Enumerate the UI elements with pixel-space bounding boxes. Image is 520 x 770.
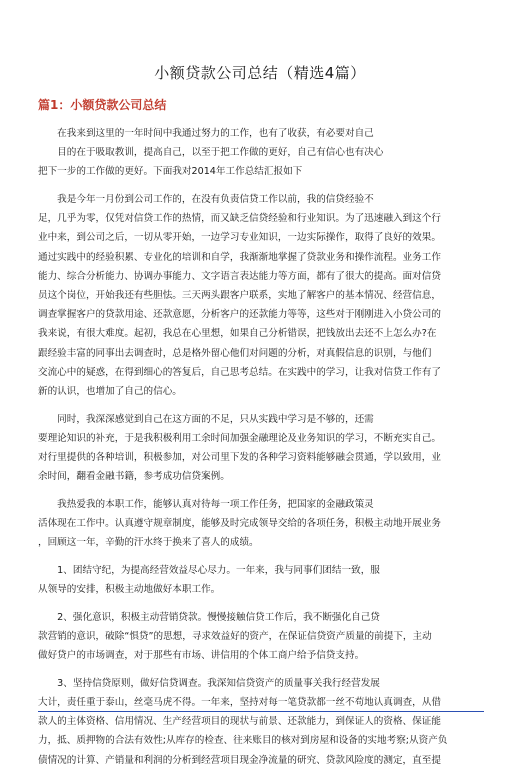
paragraph bbox=[38, 561, 484, 599]
paragraph-line: 员这个岗位，开始我还有些胆怯。三天两头跟客户联系，实地了解客户的基本情况、经营信息， bbox=[38, 290, 441, 301]
paragraph-line: 目的在于吸取教训，提高自己，以至于把工作做的更好，自己有信心也有决心 bbox=[38, 147, 384, 159]
paragraph-line: 债情况的计算、产销量和利润的分析到经营项目现金净流量的研究、贷款风险度的测定，直至提 bbox=[38, 754, 441, 766]
paragraph-line: 能力、综合分析能力、协调办事能力、文字语言表达能力等方面，都有了很大的提高。面对信贷 bbox=[38, 270, 441, 282]
paragraph-line: 活体现在工作中。认真遵守规章制度，能够及时完成领导交给的各项任务，积极主动地开展业务 bbox=[38, 518, 441, 530]
paragraph-line: 新的认识，也增加了自己的信心。 bbox=[38, 385, 182, 397]
paragraph-line: 在我来到这里的一年时间中我通过努力的工作，也有了收获，有必要对自己 bbox=[38, 128, 374, 139]
paragraph-gap bbox=[38, 486, 484, 495]
paragraph-line: 款人的主体资格、信用情况、生产经营项目的现状与前景、还款能力，到保证人的资格、保证能 bbox=[38, 716, 441, 728]
paragraph-line: 交流心中的疑惑，在得到细心的答复后，自己思考总结。在实践中的学习，让我对信贷工作有了 bbox=[38, 366, 441, 378]
paragraph bbox=[38, 495, 484, 553]
paragraph-gap bbox=[38, 665, 484, 674]
paragraph-line: 同时，我深深感觉到自己在这方面的不足，只从实践中学习是不够的，还需 bbox=[38, 413, 374, 425]
paragraph bbox=[38, 190, 484, 401]
section-heading: 篇1：小额贷款公司总结 bbox=[38, 98, 167, 112]
paragraph-gap bbox=[38, 599, 484, 608]
paragraph bbox=[38, 608, 484, 666]
footer-divider bbox=[38, 711, 484, 712]
document-title: 小额贷款公司总结（精选4篇） bbox=[154, 64, 366, 82]
paragraph-line: 从领导的安排，积极主动地做好本职工作。 bbox=[38, 584, 221, 596]
paragraph-line: 调查掌握客户的贷款用途、还款意愿，分析客户的还款能力等等，这些对于刚刚进入小贷公司的 bbox=[38, 309, 441, 321]
paragraph-line: 余时间，翻看金融书籍，参考成功信贷案例。 bbox=[38, 471, 230, 483]
paragraph bbox=[38, 410, 484, 487]
paragraph-line: 款营销的意识，破除“惧贷”的思想，寻求效益好的资产，在保证信贷资产质量的前提下，主动 bbox=[38, 631, 432, 642]
paragraph-line: 2、强化意识，积极主动营销贷款。慢慢接触信贷工作后，我不断强化自己贷 bbox=[38, 611, 380, 623]
paragraph bbox=[38, 674, 484, 770]
paragraph-gap bbox=[38, 552, 484, 561]
paragraph-line: 我来说，有很大难度。起初，我总在心里想，如果自己分析错误，把钱放出去还不上怎么办?在 bbox=[38, 328, 437, 340]
paragraph-line: 通过实践中的经验积累、专业化的培训和自学，我渐渐地掌握了贷款业务和操作流程。业务工作 bbox=[38, 251, 441, 263]
paragraph-gap bbox=[38, 401, 484, 410]
paragraph-line: 跟经验丰富的同事出去调查时，总是格外留心他们对问题的分析，对真假信息的识别，与他们 bbox=[38, 347, 432, 359]
paragraph-line: 力，抵、质押物的合法有效性;从库存的检查、往来账目的核对到房屋和设备的实地考察;从资产负 bbox=[38, 735, 448, 747]
paragraph-line: 足，几乎为零，仅凭对信贷工作的热情，而又缺乏信贷经验和行业知识。为了迅速融入到这个行 bbox=[38, 213, 441, 225]
paragraph-line: 1、团结守纪，为提高经营效益尽心尽力。一年来，我与同事们团结一致，服 bbox=[38, 564, 380, 576]
paragraph bbox=[38, 124, 484, 182]
paragraph-line: 做好贷户的市场调查，对于那些有市场、讲信用的个体工商户给予信贷支持。 bbox=[38, 650, 365, 662]
paragraph-line: 3、坚持信贷原则，做好信贷调查。我深知信贷资产的质量事关我行经营发展 bbox=[38, 677, 380, 689]
document-body bbox=[38, 124, 484, 770]
paragraph-line: 我是今年一月份到公司工作的，在没有负责信贷工作以前，我的信贷经验不 bbox=[38, 194, 374, 206]
paragraph-gap bbox=[38, 182, 484, 191]
paragraph-line: 要理论知识的补充，于是我积极利用工余时间加强金融理论及业务知识的学习，不断充实自己。 bbox=[38, 432, 441, 444]
paragraph-line: 业中来，到公司之后，一切从零开始，一边学习专业知识，一边实际操作，取得了良好的效果。 bbox=[38, 232, 441, 244]
paragraph-line: 大计，责任重于泰山，丝毫马虎不得。一年来，坚持对每一笔贷款都一丝不苟地认真调查，从借 bbox=[38, 697, 441, 709]
paragraph-line: ，回顾这一年，辛勤的汗水终于换来了喜人的成绩。 bbox=[38, 537, 259, 549]
paragraph-line: 对行里提供的各种培训，积极参加，对公司里下发的各种学习资料能够融会贯通，学以致用，业 bbox=[38, 452, 441, 463]
paragraph-line: 我热爱我的本职工作，能够认真对待每一项工作任务，把国家的金融政策灵 bbox=[38, 498, 374, 510]
paragraph-line: 把下一步的工作做的更好。下面我对2014年工作总结汇报如下 bbox=[38, 166, 303, 178]
